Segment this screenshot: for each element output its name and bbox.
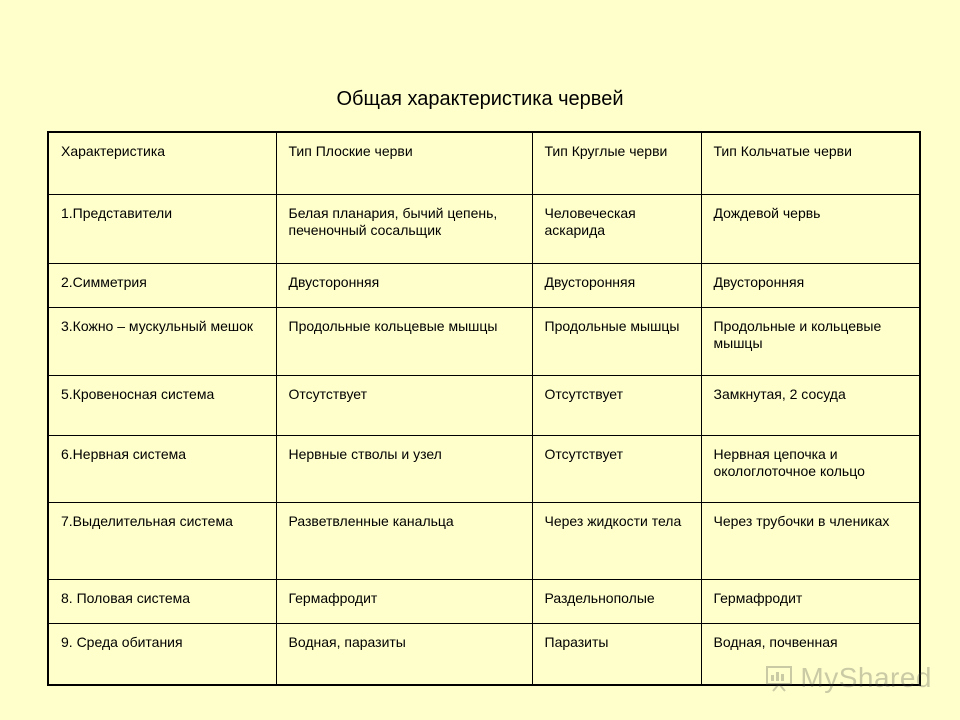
table-cell: 3.Кожно – мускульный мешок — [48, 307, 276, 375]
table-cell: Отсутствует — [532, 435, 701, 502]
worm-characteristics-table — [47, 131, 921, 686]
table-cell: 2.Симметрия — [48, 263, 276, 307]
table-cell: Тип Круглые черви — [532, 132, 701, 194]
table-row — [48, 579, 920, 623]
table-cell: Через жидкости тела — [532, 502, 701, 579]
table-cell: Раздельнополые — [532, 579, 701, 623]
table-cell: 9. Среда обитания — [48, 623, 276, 685]
table-cell: 5.Кровеносная система — [48, 375, 276, 435]
table-cell: Белая планария, бычий цепень, печеночный сосальщик — [276, 194, 532, 263]
table-cell: Отсутствует — [532, 375, 701, 435]
table-cell: Через трубочки в члениках — [701, 502, 920, 579]
table-row — [48, 435, 920, 502]
table-cell: Разветвленные канальца — [276, 502, 532, 579]
table-cell: Характеристика — [48, 132, 276, 194]
table-cell: 6.Нервная система — [48, 435, 276, 502]
watermark-text: MyShared — [800, 662, 932, 693]
table-cell: Водная, почвенная — [701, 623, 920, 685]
page-title: Общая характеристика червей — [336, 88, 624, 110]
watermark — [764, 662, 932, 694]
table-cell: Продольные и кольцевые мышцы — [701, 307, 920, 375]
table-row — [48, 375, 920, 435]
table-cell: Тип Плоские черви — [276, 132, 532, 194]
table-cell: Продольные мышцы — [532, 307, 701, 375]
table-cell: Отсутствует — [276, 375, 532, 435]
table-cell: Паразиты — [532, 623, 701, 685]
table-row — [48, 194, 920, 263]
table-cell: Дождевой червь — [701, 194, 920, 263]
table-cell: Гермафродит — [276, 579, 532, 623]
table-cell: Нервная цепочка и окологлоточное кольцо — [701, 435, 920, 502]
table-row — [48, 263, 920, 307]
table-cell: 8. Половая система — [48, 579, 276, 623]
table-cell: Водная, паразиты — [276, 623, 532, 685]
table-cell: Нервные стволы и узел — [276, 435, 532, 502]
table-cell: Замкнутая, 2 сосуда — [701, 375, 920, 435]
table-cell: Двусторонняя — [276, 263, 532, 307]
table-row — [48, 307, 920, 375]
table-cell: 1.Представители — [48, 194, 276, 263]
table-row — [48, 502, 920, 579]
table-cell: Гермафродит — [701, 579, 920, 623]
table-cell: Тип Кольчатые черви — [701, 132, 920, 194]
table-cell: 7.Выделительная система — [48, 502, 276, 579]
table-cell: Продольные кольцевые мышцы — [276, 307, 532, 375]
table-cell: Двусторонняя — [532, 263, 701, 307]
table-row — [48, 132, 920, 194]
presentation-board-icon — [764, 663, 794, 693]
table-cell: Двусторонняя — [701, 263, 920, 307]
table-cell: Человеческая аскарида — [532, 194, 701, 263]
